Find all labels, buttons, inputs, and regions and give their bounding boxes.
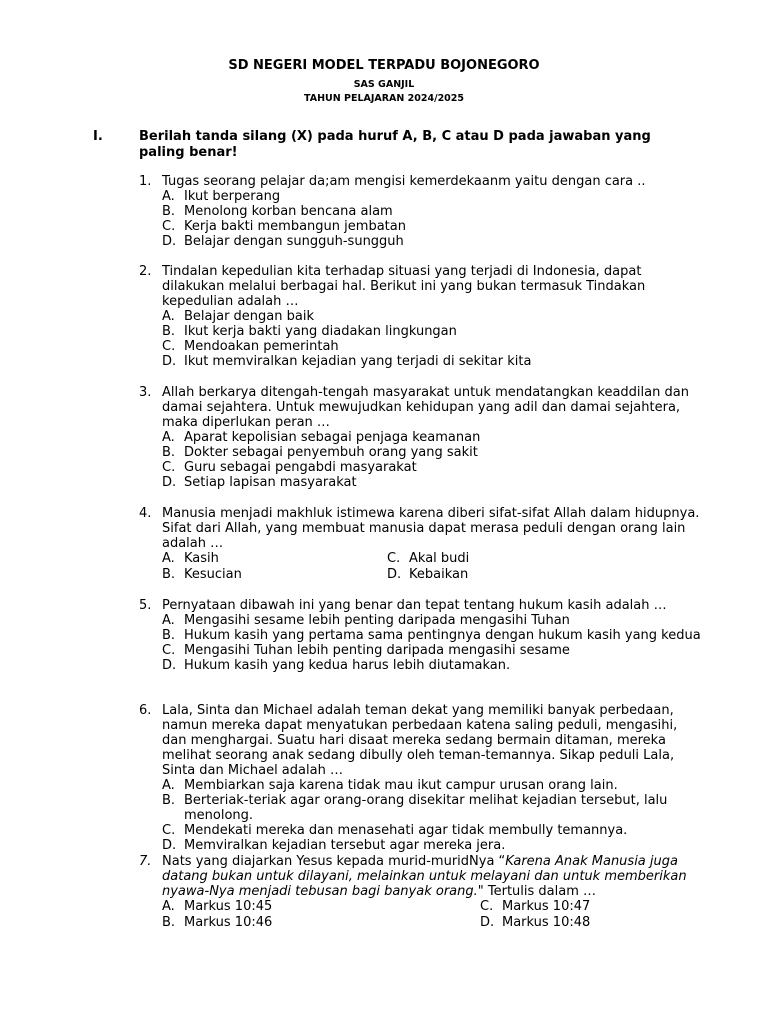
question-text: Lala, Sinta dan Michael adalah teman dekat yang memiliki banyak perbedaan, namun mereka dapat menyatukan perbedaan katena saling peduli, mengasihi, dan menghargai. Suatu hari disaat mereka sedang bermain ditaman, mereka melihat seorang anak sedang dibully oleh teman-temannya. Sikap peduli Lala, Sinta dan Michael adalah …: [162, 703, 678, 778]
question-text: [162, 854, 702, 899]
option-text: Dokter sebagai penyembuh orang yang sakit: [184, 445, 478, 460]
option-text: Mendekati mereka dan menasehati agar tidak membully temannya.: [184, 823, 628, 838]
option-letter: A.: [162, 189, 175, 204]
option-c[interactable]: [162, 643, 702, 658]
question-text: Pernyataan dibawah ini yang benar dan tepat tentang hukum kasih adalah …: [162, 598, 667, 613]
option-text: Belajar dengan sungguh-sungguh: [184, 234, 404, 249]
options-list: [162, 189, 702, 249]
option-text: Mengasihi sesame lebih penting daripada mengasihi Tuhan: [184, 613, 570, 628]
option-letter: C.: [162, 643, 176, 658]
option-a[interactable]: [162, 778, 702, 793]
option-b[interactable]: [162, 204, 702, 219]
option-c[interactable]: [162, 339, 702, 354]
option-text: Membiarkan saja karena tidak mau ikut campur urusan orang lain.: [184, 778, 618, 793]
question-number: 4.: [139, 506, 152, 521]
option-b[interactable]: [162, 567, 387, 583]
option-text: Aparat kepolisian sebagai penjaga keamanan: [184, 430, 481, 445]
option-letter: C.: [162, 823, 176, 838]
question-text-prefix: Nats yang diajarkan Yesus kepada murid-muridNya “: [162, 854, 506, 869]
option-b[interactable]: [162, 915, 480, 931]
bible-quote: Karena Anak Manusia juga datang bukan untuk dilayani, melainkan untuk melayani dan untuk memberikan nyawa-Nya menjadi tebusan bagi banyak orang.": [162, 854, 687, 899]
option-text: Akal budi: [409, 551, 470, 566]
option-text: Markus 10:48: [502, 915, 591, 930]
option-d[interactable]: [162, 234, 702, 249]
option-text: Markus 10:45: [184, 899, 273, 914]
option-text: Kesucian: [184, 567, 242, 582]
options-list: [162, 778, 702, 853]
question-number: 6.: [139, 703, 152, 718]
option-letter: C.: [480, 899, 494, 914]
option-a[interactable]: [162, 613, 702, 628]
option-text: Mengasihi Tuhan lebih penting daripada mengasihi sesame: [184, 643, 570, 658]
academic-year: TAHUN PELAJARAN 2024/2025: [303, 93, 465, 104]
option-letter: B.: [162, 204, 176, 219]
option-text: Ikut kerja bakti yang diadakan lingkungan: [184, 324, 457, 339]
option-letter: C.: [162, 460, 176, 475]
option-d[interactable]: [162, 658, 702, 673]
option-letter: C.: [387, 551, 401, 566]
option-a[interactable]: [162, 430, 702, 445]
option-text: Markus 10:46: [184, 915, 273, 930]
option-text: Hukum kasih yang kedua harus lebih diutamakan.: [184, 658, 511, 673]
option-letter: B.: [162, 915, 176, 930]
options-grid: [162, 551, 702, 583]
option-text: Belajar dengan baik: [184, 309, 314, 324]
option-a[interactable]: [162, 899, 480, 915]
option-b[interactable]: [162, 628, 702, 643]
option-d[interactable]: [162, 838, 702, 853]
option-text: Kasih: [184, 551, 219, 566]
option-c[interactable]: [387, 551, 612, 567]
option-letter: B.: [162, 793, 176, 808]
options-grid: [162, 899, 702, 931]
option-letter: A.: [162, 551, 175, 566]
option-b[interactable]: [162, 324, 702, 339]
option-c[interactable]: [480, 899, 680, 915]
option-d[interactable]: [387, 567, 612, 583]
question-number: 3.: [139, 385, 152, 400]
question-text: Tindalan kepedulian kita terhadap situasi yang terjadi di Indonesia, dapat dilakukan melalui berbagai hal. Berikut ini yang bukan termasuk Tindakan kepedulian adalah …: [162, 264, 646, 309]
option-d[interactable]: [162, 475, 702, 490]
option-a[interactable]: [162, 551, 387, 567]
option-text: Kerja bakti membangun jembatan: [184, 219, 406, 234]
option-text: Berteriak-teriak agar orang-orang disekitar melihat kejadian tersebut, lalu menolong.: [184, 793, 668, 823]
option-text: Hukum kasih yang pertama sama pentingnya dengan hukum kasih yang kedua: [184, 628, 701, 643]
option-b[interactable]: [162, 793, 702, 823]
option-text: Guru sebagai pengabdi masyarakat: [184, 460, 417, 475]
option-c[interactable]: [162, 219, 702, 234]
question-number: 2.: [139, 264, 152, 279]
option-letter: A.: [162, 613, 175, 628]
options-list: [162, 430, 702, 490]
option-letter: D.: [162, 475, 177, 490]
option-letter: B.: [162, 628, 176, 643]
school-name: SD NEGERI MODEL TERPADU BOJONEGORO: [228, 58, 540, 73]
question-text: Allah berkarya ditengah-tengah masyarakat untuk mendatangkan keaddilan dan damai sejahtera. Untuk mewujudkan kehidupan yang adil dan damai sejahtera, maka diperlukan peran …: [162, 385, 689, 430]
question-text: Tugas seorang pelajar da;am mengisi kemerdekaanm yaitu dengan cara ..: [162, 174, 646, 189]
option-text: Memviralkan kejadian tersebut agar mereka jera.: [184, 838, 506, 853]
section-instruction: Berilah tanda silang (X) pada huruf A, B, C atau D pada jawaban yang paling benar!: [139, 129, 651, 160]
option-letter: D.: [387, 567, 402, 582]
option-b[interactable]: [162, 445, 702, 460]
option-c[interactable]: [162, 460, 702, 475]
option-text: Setiap lapisan masyarakat: [184, 475, 357, 490]
options-list: [162, 613, 702, 673]
question-number: 1.: [139, 174, 152, 189]
option-a[interactable]: [162, 189, 702, 204]
question-text-suffix: Tertulis dalam …: [483, 884, 597, 899]
option-letter: B.: [162, 567, 176, 582]
question-text: Manusia menjadi makhluk istimewa karena diberi sifat-sifat Allah dalam hidupnya. Sifat dari Allah, yang membuat manusia dapat merasa peduli dengan orang lain adalah …: [162, 506, 700, 551]
option-letter: D.: [480, 915, 495, 930]
option-letter: D.: [162, 658, 177, 673]
option-letter: A.: [162, 430, 175, 445]
section-number: I.: [93, 129, 103, 144]
question-number: 5.: [139, 598, 152, 613]
option-c[interactable]: [162, 823, 702, 838]
option-text: Menolong korban bencana alam: [184, 204, 393, 219]
option-text: Ikut memviralkan kejadian yang terjadi di sekitar kita: [184, 354, 532, 369]
option-letter: D.: [162, 354, 177, 369]
option-a[interactable]: [162, 309, 702, 324]
option-text: Mendoakan pemerintah: [184, 339, 339, 354]
question-number: 7.: [139, 854, 152, 869]
option-letter: A.: [162, 309, 175, 324]
option-letter: B.: [162, 324, 176, 339]
option-letter: B.: [162, 445, 176, 460]
option-letter: A.: [162, 899, 175, 914]
option-letter: A.: [162, 778, 175, 793]
option-text: Kebaikan: [409, 567, 469, 582]
option-letter: C.: [162, 219, 176, 234]
option-letter: D.: [162, 234, 177, 249]
option-d[interactable]: [162, 354, 702, 369]
option-text: Markus 10:47: [502, 899, 591, 914]
option-letter: D.: [162, 838, 177, 853]
option-letter: C.: [162, 339, 176, 354]
option-d[interactable]: [480, 915, 680, 931]
options-list: [162, 309, 702, 369]
exam-name: SAS GANJIL: [353, 79, 415, 90]
option-text: Ikut berperang: [184, 189, 281, 204]
